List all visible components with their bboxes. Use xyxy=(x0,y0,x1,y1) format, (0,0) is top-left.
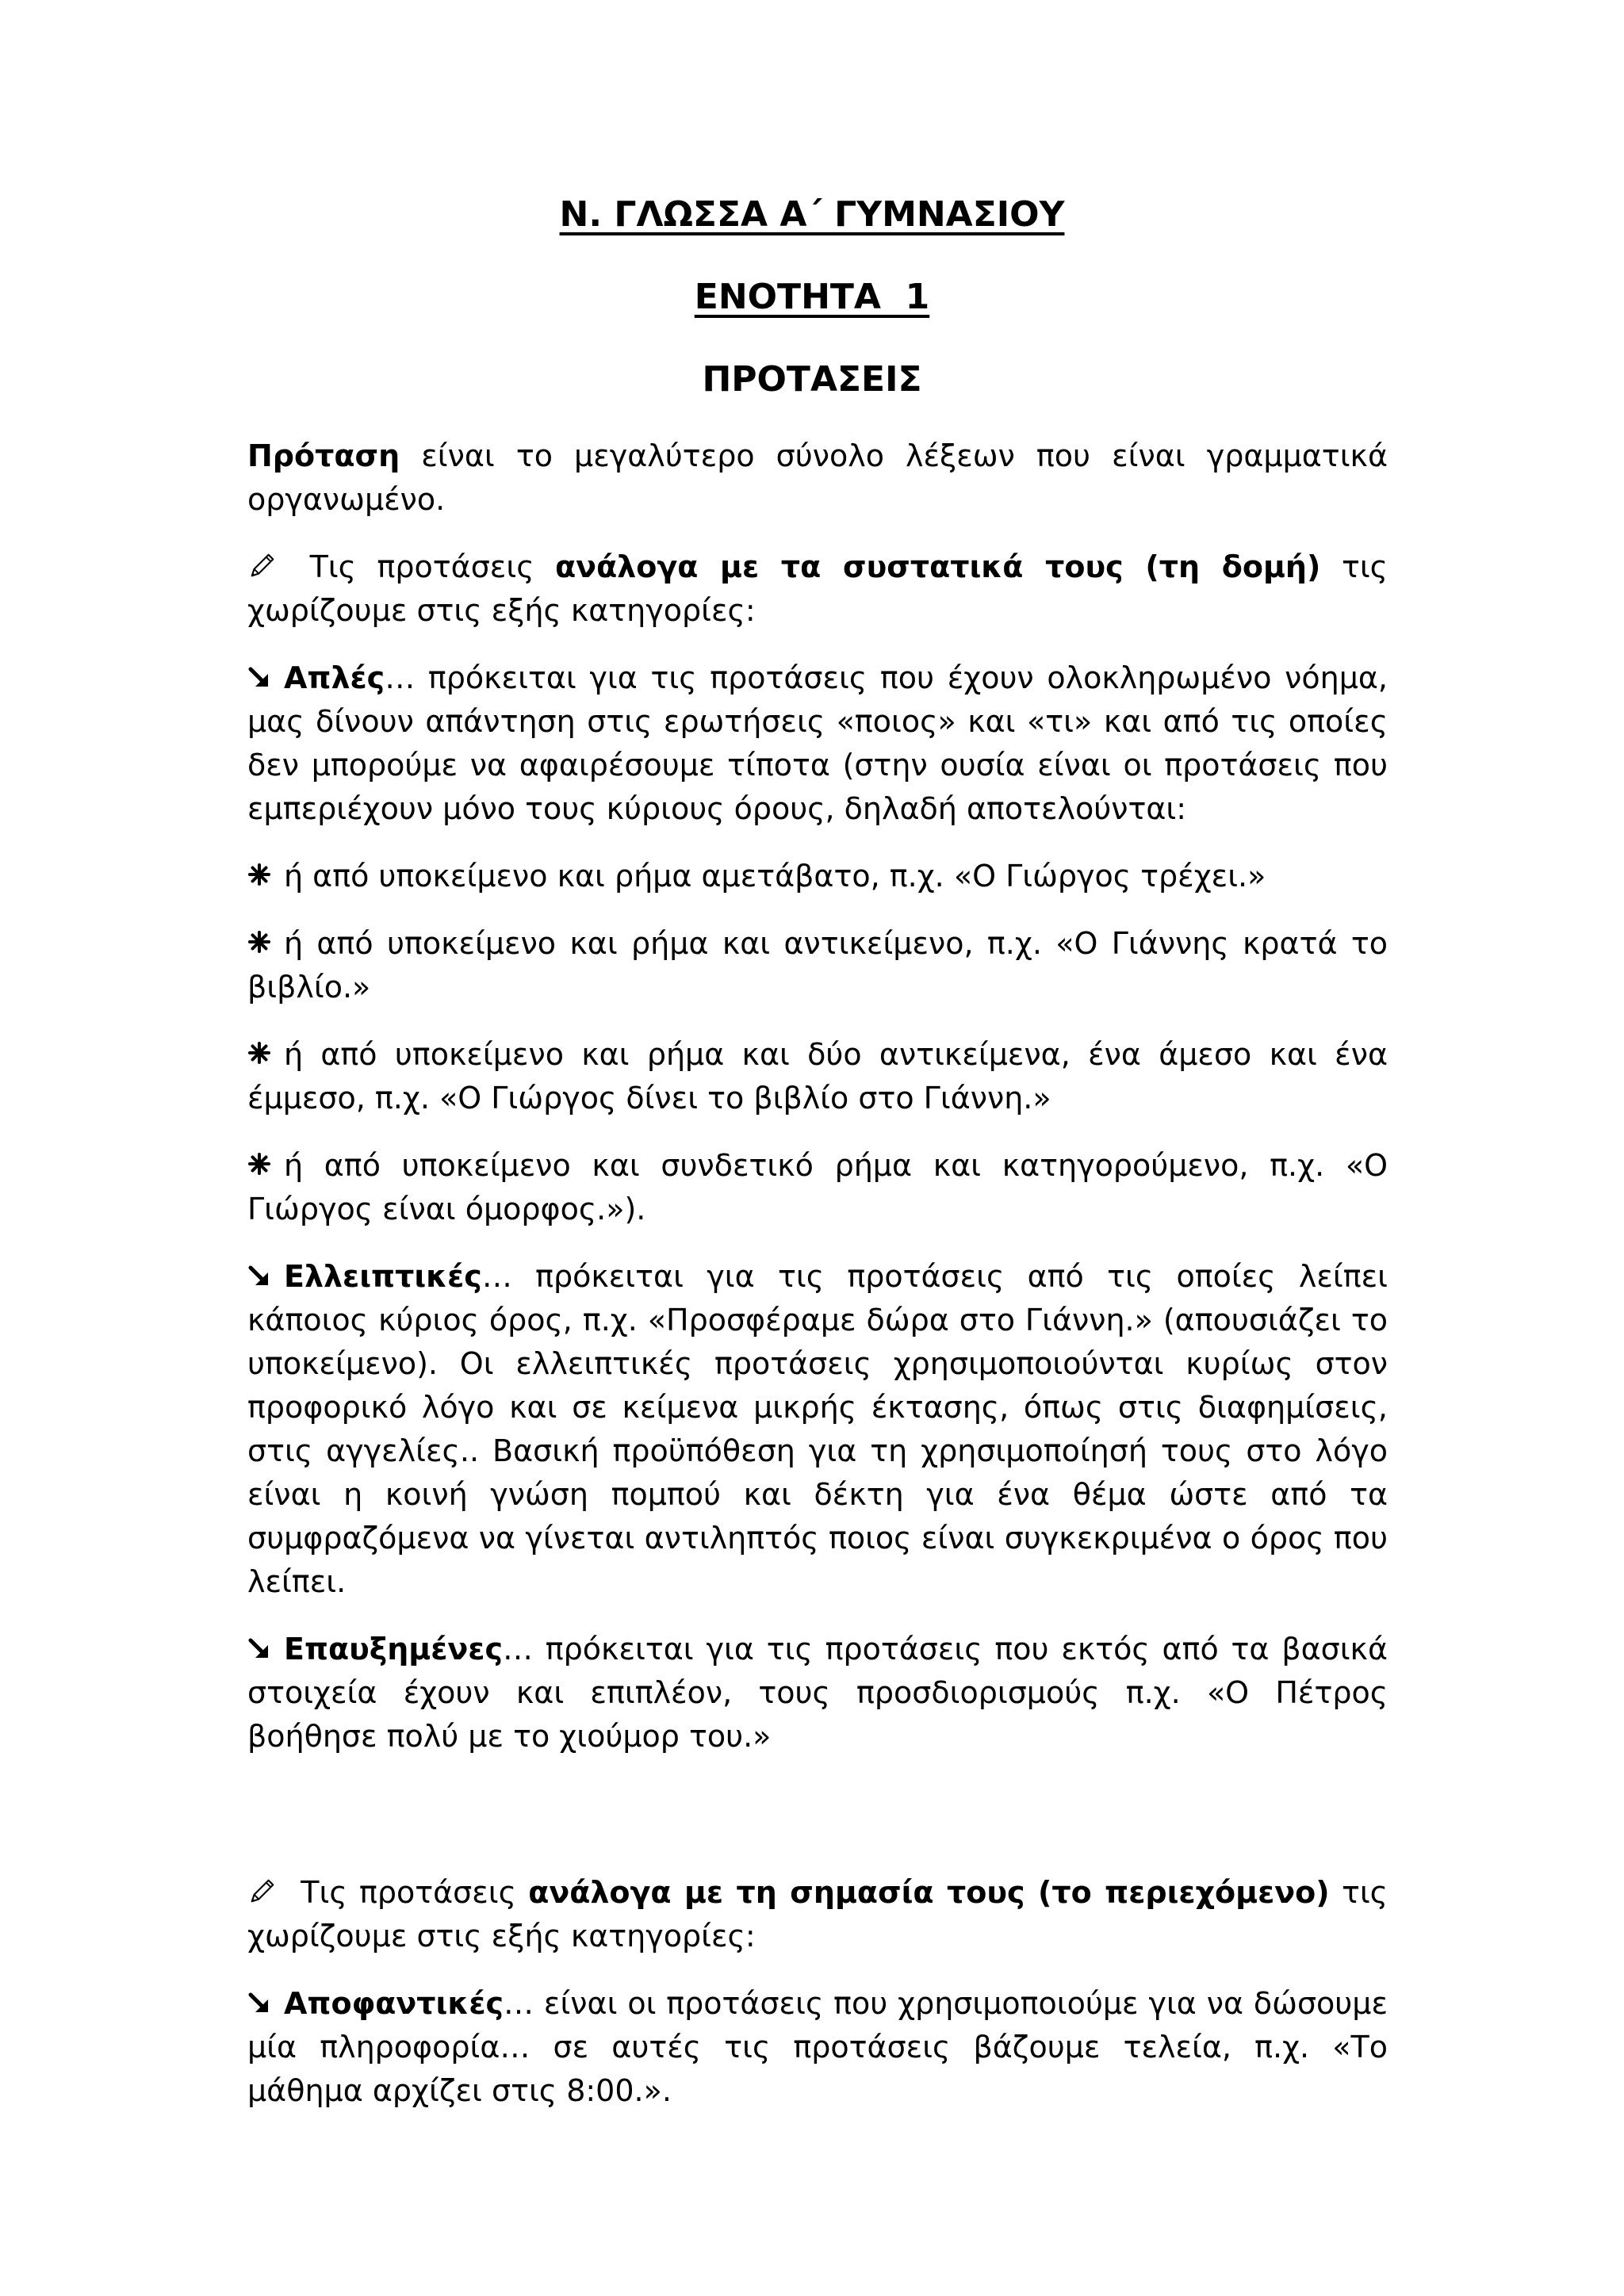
meaning-intro-pre: Τις προτάσεις xyxy=(289,1875,529,1910)
arrow-down-right-icon xyxy=(247,664,271,688)
document-body xyxy=(247,434,1388,2113)
arrow-down-right-icon xyxy=(247,1636,271,1659)
asterisk-bullet-icon xyxy=(247,1152,271,1176)
extended-paragraph xyxy=(247,1628,1388,1758)
definition-term: Πρόταση xyxy=(247,438,400,473)
elliptical-paragraph xyxy=(247,1255,1388,1604)
meaning-intro-bold: ανάλογα με τη σημασία τους (το περιεχόμενο) xyxy=(528,1875,1330,1910)
simple-text: … πρόκειται για τις προτάσεις που έχουν ολοκληρωμένο νόημα, μας δίνουν απάντηση στις ερωτήσεις «ποιος» και «τι» και από τις οποίες δεν μπορούμε να αφαιρέσουμε τίποτα (στην ουσία είναι οι προτάσεις που εμπεριέχουν μόνο τους κύριους όρους, δηλαδή αποτελούνται: xyxy=(247,660,1388,826)
bullet-item xyxy=(247,922,1388,1009)
arrow-down-right-icon xyxy=(247,1990,271,2014)
extended-term: Επαυξημένες xyxy=(284,1632,503,1667)
pencil-icon xyxy=(247,550,278,580)
bullet-text: ή από υποκείμενο και ρήμα και αντικείμενο, π.χ. «Ο Γιάννης κρατά το βιβλίο.» xyxy=(247,926,1388,1004)
asterisk-bullet-icon xyxy=(247,930,271,954)
simple-term: Απλές xyxy=(284,660,385,695)
declarative-paragraph xyxy=(247,1982,1388,2113)
elliptical-text: … πρόκειται για τις προτάσεις από τις οποίες λείπει κάποιος κύριος όρος, π.χ. «Προσφέραμε δώρα στο Γιάννη.» (απουσιάζει το υποκείμενο). Οι ελλειπτικές προτάσεις χρησιμοποιούνται κυρίως στον προφορικό λόγο και σε κείμενα μικρής έκτασης, όπως στις διαφημίσεις, στις αγγελίες.. Βασική προϋπόθεση για τη χρησιμοποίησή τους στο λόγο είναι η κοινή γνώση πομπού και δέκτη για ένα θέμα ώστε από τα συμφραζόμενα να γίνεται αντιληπτός ποιος είναι συγκεκριμένα ο όρος που λείπει. xyxy=(247,1259,1388,1599)
bullet-text: ή από υποκείμενο και συνδετικό ρήμα και κατηγορούμενο, π.χ. «Ο Γιώργος είναι όμορφος.»). xyxy=(247,1148,1388,1226)
definition-text: είναι το μεγαλύτερο σύνολο λέξεων που είναι γραμματικά οργανωμένο. xyxy=(247,438,1388,517)
meaning-intro-post: τις χωρίζουμε στις εξής κατηγορίες: xyxy=(247,1875,1388,1954)
arrow-down-right-icon xyxy=(247,1263,271,1287)
declarative-term: Αποφαντικές xyxy=(284,1986,504,2021)
bullet-text: ή από υποκείμενο και ρήμα αμετάβατο, π.χ. «Ο Γιώργος τρέχει.» xyxy=(284,859,1266,894)
asterisk-bullet-icon xyxy=(247,1041,271,1065)
definition-paragraph xyxy=(247,434,1388,522)
pencil-icon xyxy=(247,1876,278,1906)
topic-title: ΠΡΟΤΑΣΕΙΣ xyxy=(702,359,922,400)
header xyxy=(0,195,1624,442)
bullet-item xyxy=(247,1144,1388,1231)
meaning-intro-paragraph xyxy=(247,1871,1388,1958)
structure-intro-post: τις χωρίζουμε στις εξής κατηγορίες: xyxy=(247,549,1388,628)
structure-intro-paragraph xyxy=(247,545,1388,633)
document-title: Ν. ΓΛΩΣΣΑ Α΄ ΓΥΜΝΑΣΙΟΥ xyxy=(559,194,1065,235)
simple-paragraph xyxy=(247,656,1388,831)
asterisk-bullet-icon xyxy=(247,863,271,886)
unit-title: ΕΝΟΤΗΤΑ 1 xyxy=(694,277,930,317)
bullet-text: ή από υποκείμενο και ρήμα και δύο αντικείμενα, ένα άμεσο και ένα έμμεσο, π.χ. «Ο Γιώργος δίνει το βιβλίο στο Γιάννη.» xyxy=(247,1037,1388,1115)
elliptical-term: Ελλειπτικές xyxy=(284,1259,482,1294)
structure-intro-pre: Τις προτάσεις xyxy=(289,549,556,584)
structure-intro-bold: ανάλογα με τα συστατικά τους (τη δομή) xyxy=(555,549,1321,584)
extended-text: … πρόκειται για τις προτάσεις που εκτός από τα βασικά στοιχεία έχουν και επιπλέον, τους προσδιορισμούς π.χ. «Ο Πέτρος βοήθησε πολύ με το χιούμορ του.» xyxy=(247,1632,1388,1754)
declarative-text: … είναι οι προτάσεις που χρησιμοποιούμε για να δώσουμε μία πληροφορία… σε αυτές τις προτάσεις βάζουμε τελεία, π.χ. «Το μάθημα αρχίζει στις 8:00.». xyxy=(247,1986,1388,2108)
bullet-item xyxy=(247,855,1388,898)
bullet-item xyxy=(247,1033,1388,1120)
